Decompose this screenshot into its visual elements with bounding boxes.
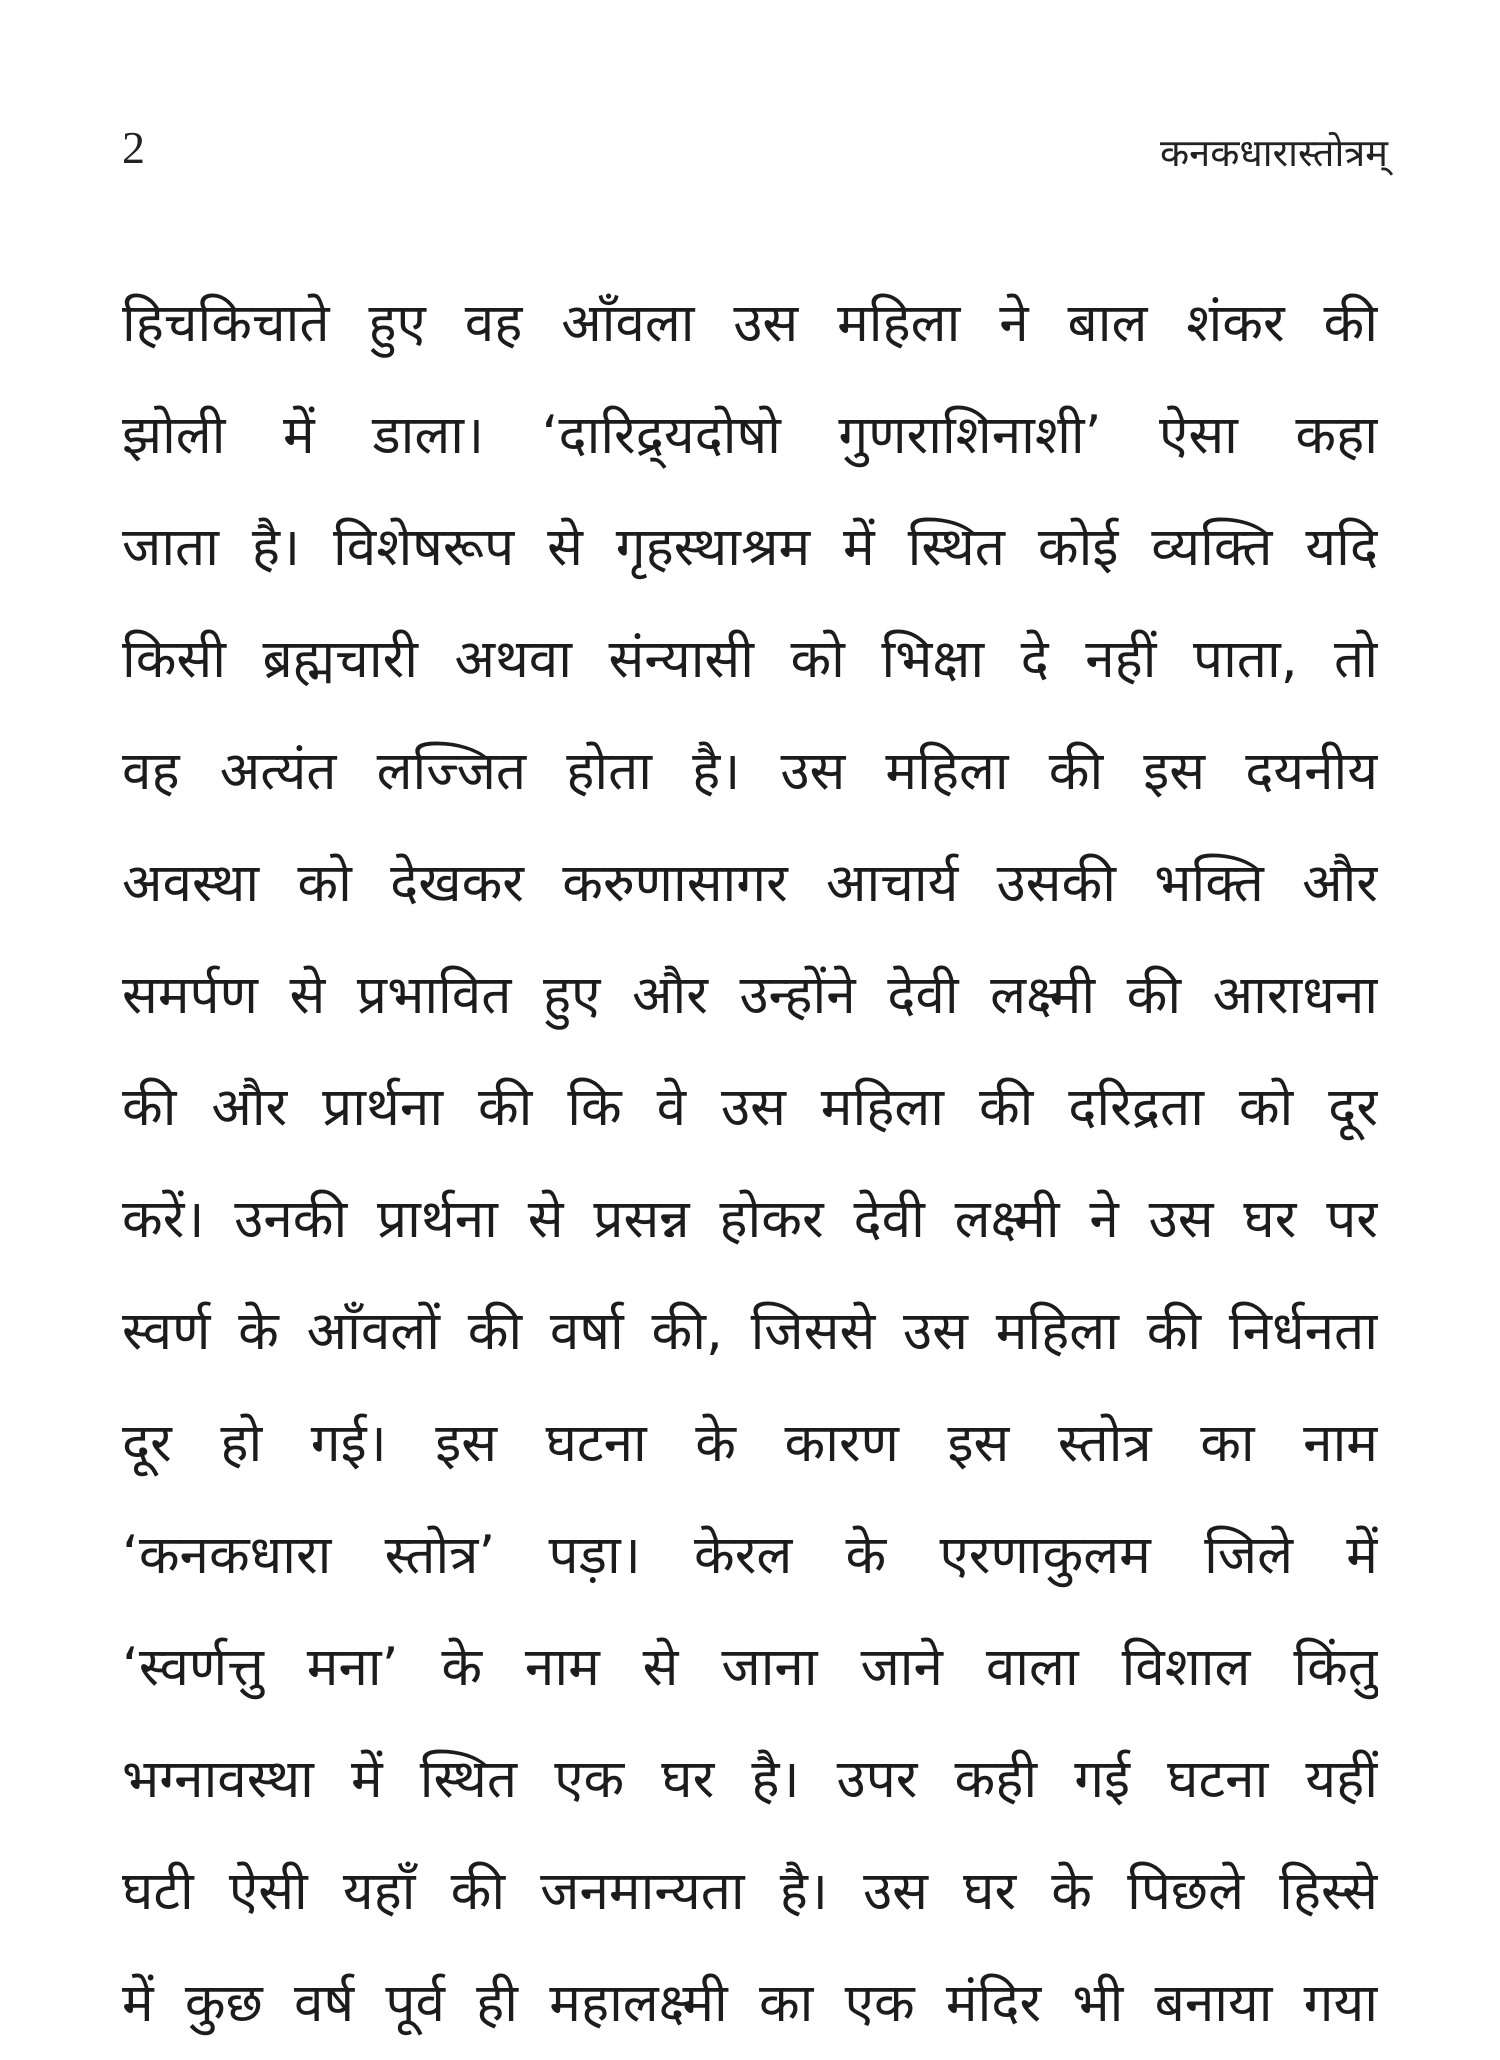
text-line: जाता है। विशेषरूप से गृहस्थाश्रम में स्थित कोई व्यक्ति यदि <box>122 517 1378 578</box>
text-line: किसी ब्रह्मचारी अथवा संन्यासी को भिक्षा दे नहीं पाता, तो <box>122 629 1378 690</box>
text-line: करें। उनकी प्रार्थना से प्रसन्न होकर देवी लक्ष्मी ने उस घर पर <box>122 1189 1378 1250</box>
text-line: स्वर्ण के आँवलों की वर्षा की, जिससे उस महिला की निर्धनता <box>122 1301 1378 1362</box>
text-line: घटी ऐसी यहाँ की जनमान्यता है। उस घर के पिछले हिस्से <box>122 1861 1378 1922</box>
text-line: ‘स्वर्णत्तु मना’ के नाम से जाना जाने वाला विशाल किंतु <box>122 1637 1378 1698</box>
text-line: झोली में डाला। ‘दारिद्र्यदोषो गुणराशिनाशी’ ऐसा कहा <box>122 405 1378 466</box>
text-line: की और प्रार्थना की कि वे उस महिला की दरिद्रता को दूर <box>122 1077 1378 1138</box>
text-line: ‘कनकधारा स्तोत्र’ पड़ा। केरल के एरणाकुलम जिले में <box>122 1525 1378 1586</box>
running-header-title: कनकधारास्तोत्रम् <box>1159 131 1388 175</box>
body-paragraph <box>122 268 1378 2060</box>
text-line: दूर हो गई। इस घटना के कारण इस स्तोत्र का नाम <box>122 1413 1378 1474</box>
text-line: में कुछ वर्ष पूर्व ही महालक्ष्मी का एक मंदिर भी बनाया गया <box>122 1973 1378 2034</box>
text-line: भग्नावस्था में स्थित एक घर है। उपर कही गई घटना यहीं <box>122 1749 1378 1810</box>
page-number: 2 <box>122 122 145 173</box>
text-line: हिचकिचाते हुए वह आँवला उस महिला ने बाल शंकर की <box>122 293 1378 354</box>
text-line: समर्पण से प्रभावित हुए और उन्होंने देवी लक्ष्मी की आराधना <box>122 965 1378 1026</box>
text-line: वह अत्यंत लज्जित होता है। उस महिला की इस दयनीय <box>122 741 1378 802</box>
text-line: अवस्था को देखकर करुणासागर आचार्य उसकी भक्ति और <box>122 853 1378 914</box>
